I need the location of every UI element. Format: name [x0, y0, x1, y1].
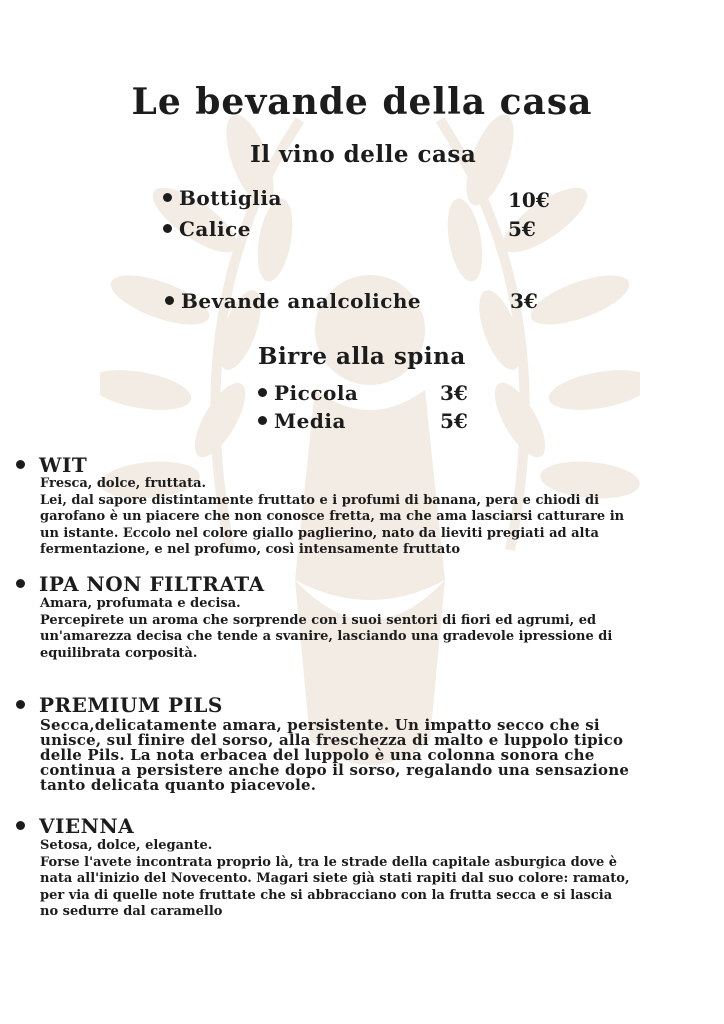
beer-vienna-description [40, 838, 710, 921]
item-label: Bevande analcoliche [181, 289, 422, 313]
bullet-icon [163, 193, 172, 202]
beer-line: no sedurre dal caramello [40, 904, 223, 919]
beer-vienna-name [16, 813, 134, 839]
bullet-icon [258, 388, 267, 397]
draft-heading: Birre alla spina [258, 343, 466, 370]
beer-pils-name [16, 692, 223, 718]
beer-line: equilibrata corposità. [40, 645, 198, 661]
draft-price-piccola: 3€ [440, 381, 468, 405]
beer-line: per via di quelle note fruttate che si abbracciano con la frutta secca e si lascia [40, 887, 613, 903]
beer-ipa-name [16, 571, 265, 597]
draft-price-media: 5€ [440, 409, 468, 433]
beer-tagline: Amara, profumata e decisa. [40, 596, 241, 611]
beer-line: unisce, sul finire del sorso, alla freschezza di malto e luppolo tipico [40, 731, 624, 749]
beer-line: Secca,delicatamente amara, persistente. Un impatto secco che si [40, 716, 600, 734]
draft-item-media [258, 407, 346, 435]
page-title: Le bevande della casa [131, 81, 593, 123]
soft-drinks-price: 3€ [510, 289, 538, 313]
beer-title: PREMIUM PILS [39, 693, 223, 717]
beer-line: garofano è un piacere che non conosce fretta, ma che ama lasciarsi catturare in [40, 509, 625, 524]
beer-title: IPA NON FILTRATA [39, 572, 265, 596]
bullet-icon [165, 296, 174, 305]
item-label: Bottiglia [179, 186, 282, 210]
draft-item-piccola [258, 379, 358, 407]
bullet-icon [16, 700, 25, 709]
beer-tagline: Setosa, dolce, elegante. [40, 838, 213, 853]
wine-item-bottiglia [163, 184, 282, 212]
beer-line: un istante. Eccolo nel colore giallo paglierino, nato da lieviti pregiati ad alta [40, 525, 599, 541]
item-label: Media [274, 409, 346, 433]
wine-item-calice [163, 215, 251, 243]
wine-heading: Il vino delle casa [250, 141, 477, 168]
beer-title: VIENNA [39, 814, 135, 838]
beer-wit-name [16, 452, 87, 478]
item-label: Calice [179, 217, 251, 241]
beer-line: delle Pils. La nota erbacea del luppolo è una colonna sonora che [40, 746, 595, 764]
beer-line: tanto delicata quanto piacevole. [40, 776, 317, 794]
beer-pils-description [40, 718, 710, 793]
bullet-icon [16, 460, 25, 469]
beer-line: fermentazione, e nel profumo, così intensamente fruttato [40, 542, 461, 557]
wine-price-bottiglia: 10€ [508, 188, 550, 212]
beer-ipa-description [40, 596, 710, 662]
bullet-icon [16, 821, 25, 830]
beer-line: continua a persistere anche dopo il sorso, regalando una sensazione [40, 761, 630, 779]
bullet-icon [16, 579, 25, 588]
soft-drinks-item [165, 287, 421, 315]
beer-line: Lei, dal sapore distintamente fruttato e i profumi di banana, pera e chiodi di [40, 492, 600, 508]
beer-line: un'amarezza decisa che tende a svanire, lasciando una gradevole ipressione di [40, 629, 613, 644]
beer-wit-description [40, 476, 710, 559]
beer-title: WIT [39, 453, 88, 477]
item-label: Piccola [274, 381, 359, 405]
bullet-icon [258, 416, 267, 425]
beer-line: nata all'inizio del Novecento. Magari siete già stati rapiti dal suo colore: ramato, [40, 871, 630, 886]
beer-tagline: Fresca, dolce, fruttata. [40, 476, 207, 491]
beer-line: Percepirete un aroma che sorprende con i suoi sentori di fiori ed agrumi, ed [40, 612, 597, 628]
beer-line: Forse l'avete incontrata proprio là, tra le strade della capitale asburgica dove è [40, 854, 618, 870]
bullet-icon [163, 224, 172, 233]
wine-price-calice: 5€ [508, 217, 536, 241]
